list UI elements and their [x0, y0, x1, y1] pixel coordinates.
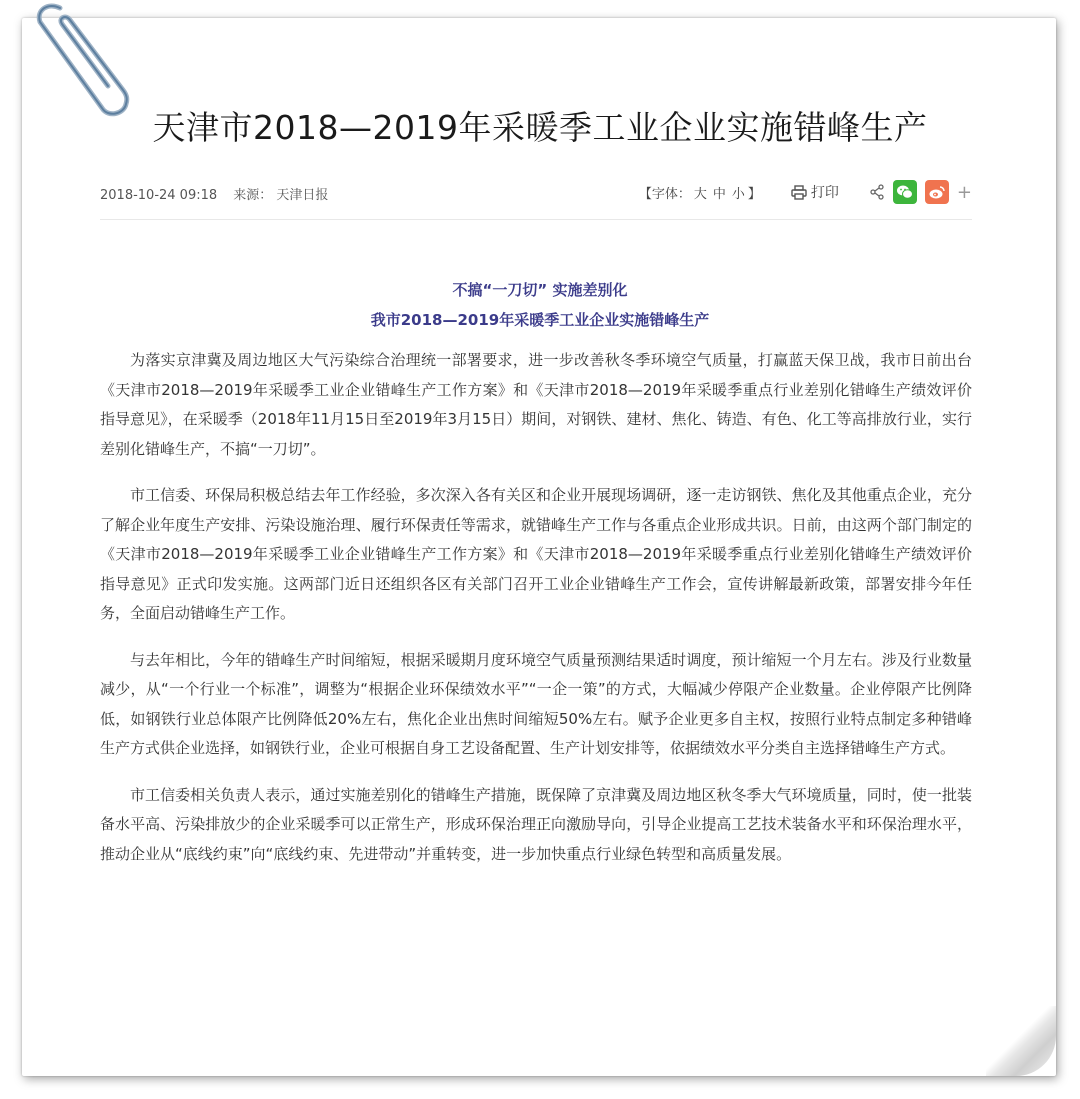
- paragraph: 与去年相比，今年的错峰生产时间缩短，根据采暖期月度环境空气质量预测结果适时调度，预计缩短一个月左右。涉及行业数量减少，从“一个行业一个标准”，调整为“根据企业环保绩效水平”“一企一策”的方式，大幅减少停限产企业数量。企业停限产比例降低，如钢铁行业总体限产比例降低20%左右，焦化企业出焦时间缩短50%左右。赋予企业更多自主权，按照行业特点制定多种错峰生产方式供企业选择，如钢铁行业，企业可根据自身工艺设备配置、生产计划安排等，依据绩效水平分类自主选择错峰生产方式。: [100, 650, 972, 757]
- print-label: 打印: [810, 185, 839, 201]
- print-button[interactable]: [791, 182, 839, 202]
- wechat-share-icon[interactable]: [893, 180, 917, 204]
- article-title: 天津市2018—2019年采暖季工业企业实施错峰生产: [152, 108, 928, 147]
- wechat-logo-icon: [896, 184, 914, 200]
- article-meta: [100, 181, 972, 204]
- paragraph: 市工信委、环保局积极总结去年工作经验，多次深入各有关区和企业开展现场调研，逐一走访钢铁、焦化及其他重点企业，充分了解企业年度生产安排、污染设施治理、履行环保责任等需求，就错峰生产工作与各重点企业形成共识。日前，由这两个部门制定的《天津市2018—2019年采暖季工业企业错峰生产工作方案》和《天津市2018—2019年采暖季重点行业差别化错峰生产绩效评价指导意见》正式印发实施。这两部门近日还组织各区有关部门召开工业企业错峰生产工作会，宣传讲解最新政策，部署安排今年任务，全面启动错峰生产工作。: [100, 486, 972, 622]
- source-name: 天津日报: [276, 188, 329, 203]
- subtitle-line-1: 不搞“一刀切” 实施差别化: [452, 281, 628, 299]
- more-share-button[interactable]: +: [956, 181, 972, 203]
- font-size-label: 【字体：: [638, 186, 691, 202]
- font-small-button[interactable]: 小: [731, 186, 745, 202]
- font-medium-button[interactable]: 中: [712, 186, 726, 202]
- paragraph: 市工信委相关负责人表示，通过实施差别化的错峰生产措施，既保障了京津冀及周边地区秋冬季大气环境质量，同时，使一批装备水平高、污染排放少的企业采暖季可以正常生产，形成环保治理正向激励导向，引导企业提高工艺技术装备水平和环保治理水平，推动企业从“底线约束”向“底线约束、先进带动”并重转变，进一步加快重点行业绿色转型和高质量发展。: [100, 785, 972, 863]
- printer-icon: [791, 185, 807, 200]
- paragraph: 为落实京津冀及周边地区大气污染综合治理统一部署要求，进一步改善秋冬季环境空气质量，打赢蓝天保卫战，我市日前出台《天津市2018—2019年采暖季工业企业错峰生产工作方案》和《天津市2018—2019年采暖季重点行业差别化错峰生产绩效评价指导意见》，在采暖季（2018年11月15日至2019年3月15日）期间，对钢铁、建材、焦化、铸造、有色、化工等高排放行业，实行差别化错峰生产，不搞“一刀切”。: [100, 351, 972, 458]
- weibo-share-icon[interactable]: [925, 180, 949, 204]
- publish-date: 2018-10-24 09:18: [100, 188, 218, 203]
- font-large-button[interactable]: 大: [693, 186, 707, 202]
- page-curl: [986, 1006, 1056, 1076]
- font-size-control: [639, 183, 761, 202]
- header-divider: [100, 219, 972, 220]
- weibo-logo-icon: [928, 184, 946, 200]
- source-label: 来源：: [233, 188, 273, 203]
- font-size-label-close: 】: [747, 186, 761, 202]
- article-body: [100, 346, 972, 886]
- share-icon[interactable]: [869, 184, 885, 200]
- subtitle-line-2: 我市2018—2019年采暖季工业企业实施错峰生产: [370, 311, 710, 329]
